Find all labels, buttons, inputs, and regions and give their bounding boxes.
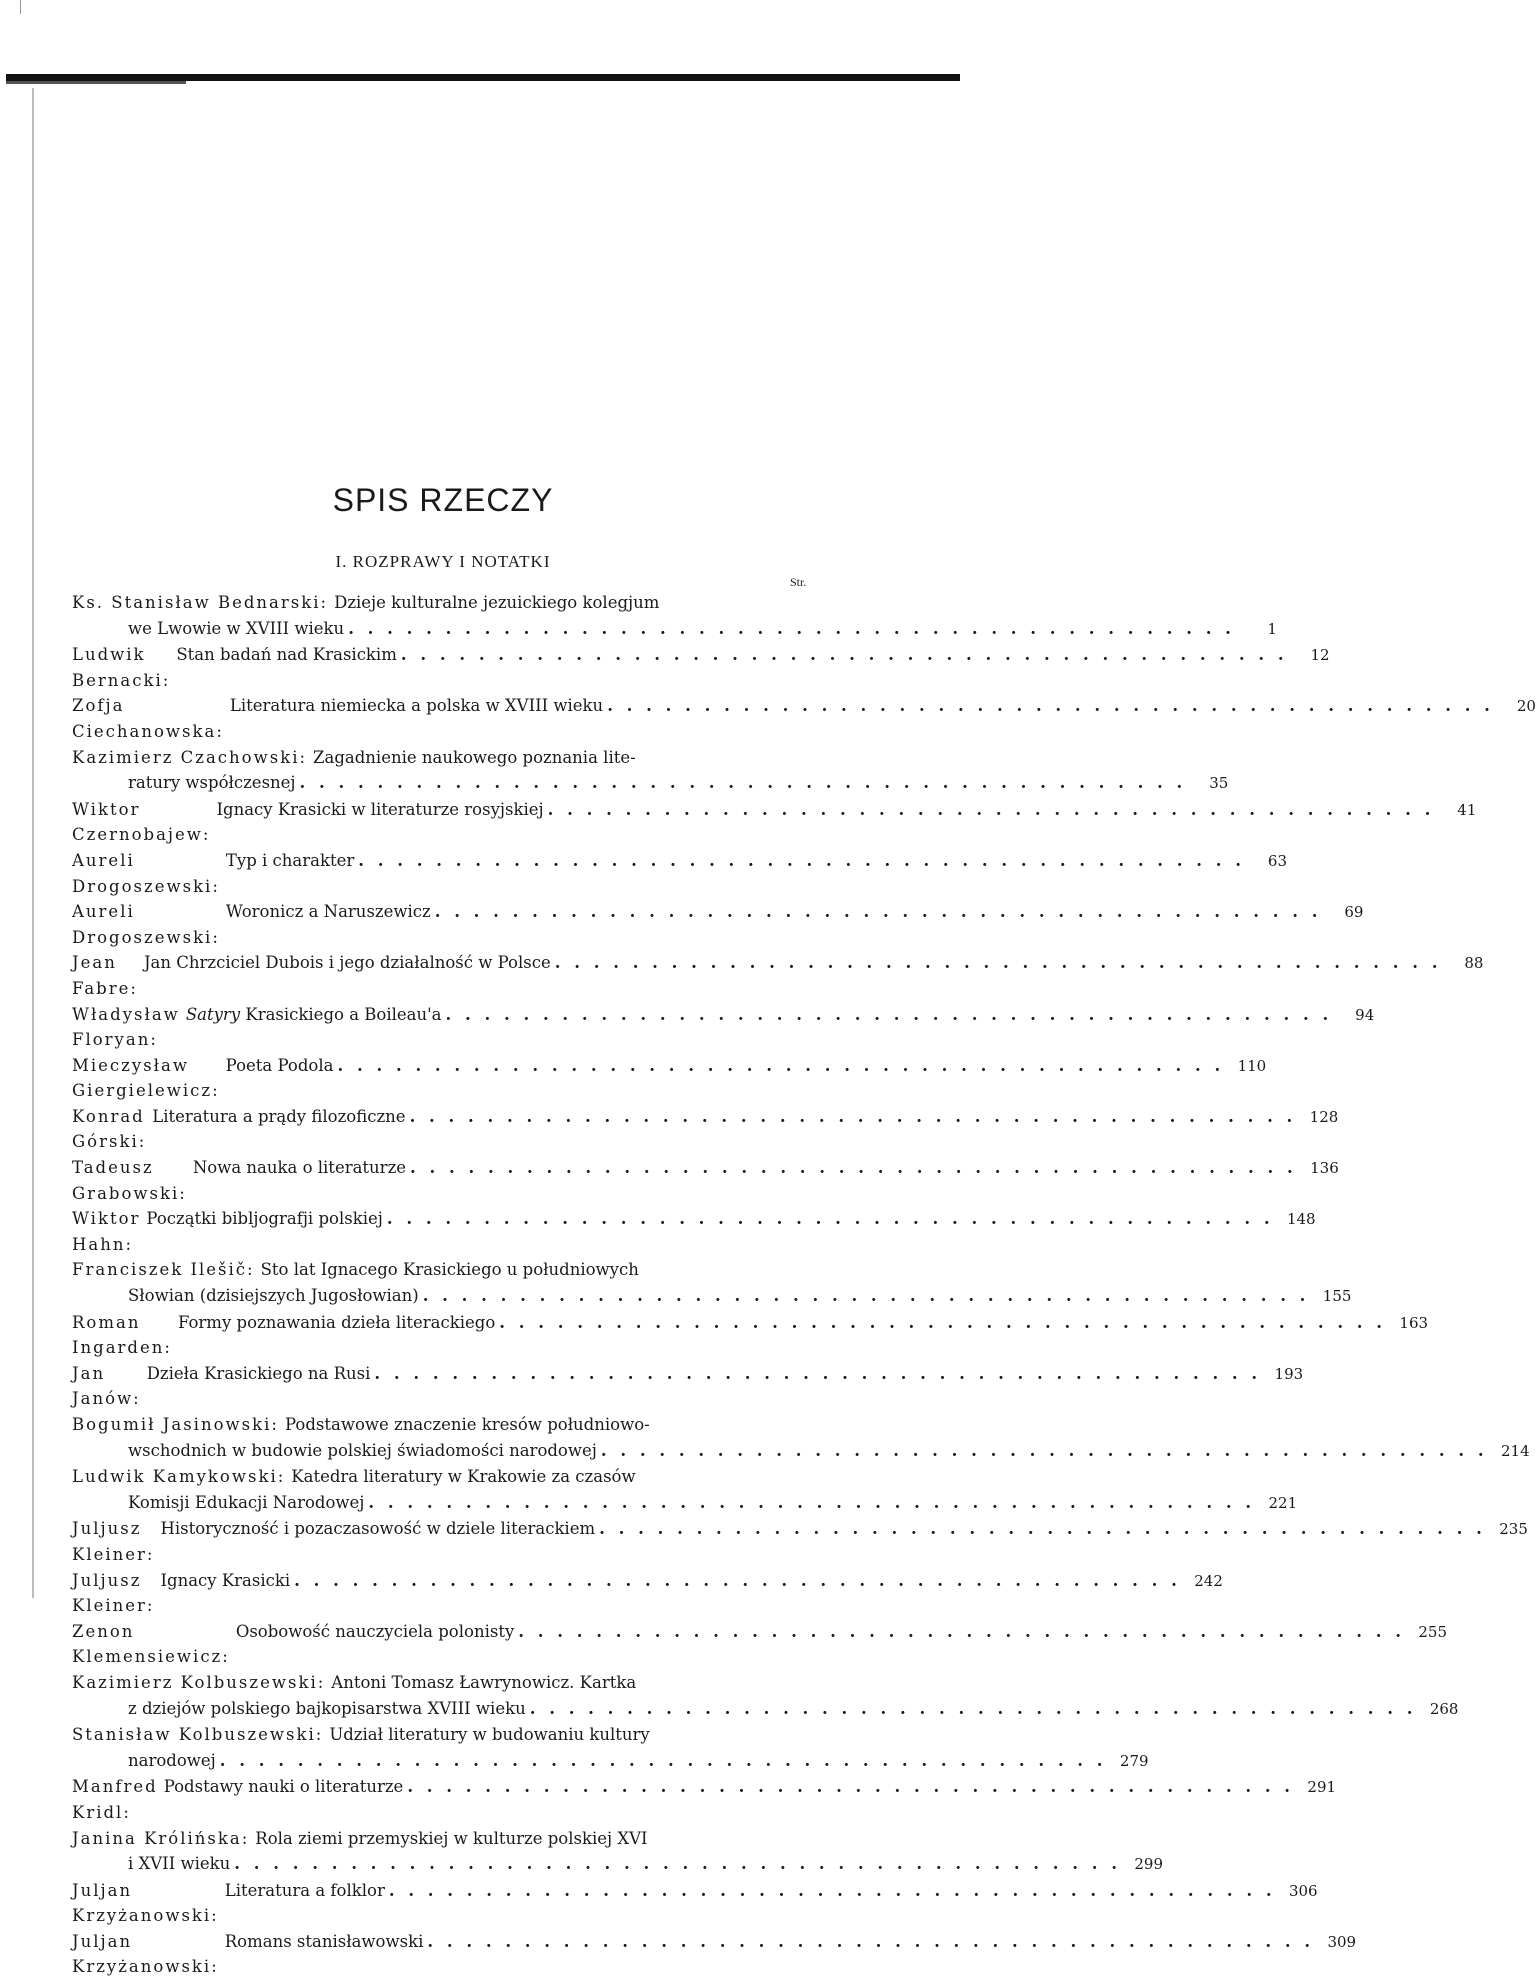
toc-entry <box>72 1568 1223 1619</box>
toc-entry <box>72 1310 1429 1361</box>
toc-entry-title: Katedra literatury w Krakowie za czasów <box>291 1467 636 1487</box>
toc-entry-first-line <box>72 1002 1375 1053</box>
toc-entry-title: Rola ziemi przemyskiej w kulturze polskiej XVI <box>255 1828 648 1848</box>
toc-entry-continuation-line <box>72 616 1277 643</box>
toc-entry-dot-leader: . . . . . . . . . . . . . . . . . . . . . . . . . . . . . . . . . . . . . . . . . . . . . . <box>427 1931 1315 1951</box>
toc-entry-first-line <box>72 1206 1316 1257</box>
toc-entry-first-line <box>72 1722 810 1748</box>
toc-entry-dot-leader: . . . . . . . . . . . . . . . . . . . . . . . . . . . . . . . . . . . . . . . . . . . . . . <box>374 1363 1262 1383</box>
toc-entry <box>72 1670 1459 1722</box>
page-top-rule-shadow <box>6 81 186 84</box>
toc-entry-page-number: 69 <box>1344 903 1364 922</box>
toc-entry-page-number: 163 <box>1399 1313 1429 1332</box>
toc-entry-title: Ignacy Krasicki <box>160 1570 291 1590</box>
toc-entry-author: Ludwik Kamykowski: <box>72 1467 286 1487</box>
toc-entry-dot-leader: . . . . . . . . . . . . . . . . . . . . . . . . . . . . . . . . . . . . . . . . . . . . . . <box>234 1854 1122 1874</box>
toc-entry-first-line <box>72 1464 810 1490</box>
toc-entry <box>72 1257 1352 1309</box>
toc-entry-title: Początki bibljografji polskiej <box>146 1209 383 1229</box>
toc-entry-first-line <box>72 899 1364 950</box>
toc-entry <box>72 899 1364 950</box>
toc-entry-author: Jan Janów: <box>72 1363 141 1409</box>
toc-entry-page-number: 94 <box>1355 1005 1375 1024</box>
toc-entry-page-number: 291 <box>1307 1778 1337 1797</box>
toc-entry <box>72 950 1484 1001</box>
toc-entry-first-line <box>72 1774 1337 1825</box>
toc-entry-page-number: 306 <box>1288 1881 1318 1900</box>
toc-entry-first-line <box>72 1257 810 1283</box>
toc-entry-title: Literatura a folklor <box>224 1880 385 1900</box>
toc-entry-dot-leader: . . . . . . . . . . . . . . . . . . . . . . . . . . . . . . . . . . . . . . . . . . . . . . <box>547 799 1435 819</box>
toc-entry <box>72 745 1229 797</box>
toc-entry-author: Tadeusz Grabowski: <box>72 1158 187 1203</box>
toc-entry-author: Wiktor Czernobajew: <box>72 799 211 845</box>
toc-entry-first-line <box>72 950 1484 1001</box>
toc-entry-continuation-line <box>72 1438 1530 1465</box>
toc-entry-author: Juljan Krzyżanowski: <box>72 1931 219 1977</box>
toc-entry-continuation-line <box>72 1490 1298 1517</box>
toc-entry-title: Dzieła Krasickiego na Rusi <box>146 1363 371 1383</box>
page-title: SPIS RZECZY <box>332 482 554 518</box>
toc-entry-first-line <box>72 1619 1448 1670</box>
toc-entry <box>72 1206 1316 1257</box>
toc-entry-page-number: 35 <box>1209 774 1229 793</box>
toc-entry-page-number: 214 <box>1500 1441 1530 1460</box>
toc-entry <box>72 693 1536 744</box>
toc-entry-dot-leader: . . . . . . . . . . . . . . . . . . . . . . . . . . . . . . . . . . . . . . . . . . . . . . <box>529 1698 1417 1718</box>
toc-entry-dot-leader: . . . . . . . . . . . . . . . . . . . . . . . . . . . . . . . . . . . . . . . . . . . . . . <box>409 1106 1297 1126</box>
toc-entry-first-line <box>72 797 1477 848</box>
toc-entry-dot-leader: . . . . . . . . . . . . . . . . . . . . . . . . . . . . . . . . . . . . . . . . . . . . . . <box>445 1004 1333 1024</box>
toc-entry-first-line <box>72 745 810 771</box>
toc-entry-page-number: 242 <box>1194 1571 1223 1590</box>
toc-entry-page-number: 1 <box>1267 619 1277 638</box>
toc-entry-title: Historyczność i pozaczasowość w dziele literackiem <box>160 1519 596 1539</box>
toc-entry-title: Jan Chrzciciel Dubois i jego działalność w Polsce <box>143 953 551 973</box>
toc-entry-dot-leader: . . . . . . . . . . . . . . . . . . . . . . . . . . . . . . . . . . . . . . . . . . . . . . <box>368 1492 1256 1512</box>
toc-entry-author: Juljusz Kleiner: <box>72 1519 155 1564</box>
toc-entry-first-line <box>72 590 810 616</box>
toc-entry-title-continuation: z dziejów polskiego bajkopisarstwa XVIII wieku <box>128 1698 526 1718</box>
toc-entry-author: Wiktor Hahn: <box>72 1209 141 1254</box>
toc-entry-dot-leader: . . . . . . . . . . . . . . . . . . . . . . . . . . . . . . . . . . . . . . . . . . . . . . <box>434 902 1322 922</box>
toc-entry-title-continuation: we Lwowie w XVIII wieku <box>128 618 345 638</box>
toc-entry-title: Antoni Tomasz Ławrynowicz. Kartka <box>331 1672 637 1692</box>
toc-entry-continuation-line <box>72 1283 1352 1310</box>
toc-entry <box>72 1053 1267 1104</box>
page-left-edge <box>32 88 34 1598</box>
toc-entry-author: Konrad Górski: <box>72 1106 147 1152</box>
toc-entry-first-line <box>72 1516 1528 1567</box>
toc-entry-author: Kazimierz Kolbuszewski: <box>72 1672 326 1692</box>
toc-entry-page-number: 88 <box>1464 954 1484 973</box>
toc-entry-title: Ignacy Krasicki w literaturze rosyjskiej <box>216 799 544 819</box>
toc-entry-author: Aureli Drogoszewski: <box>72 850 220 896</box>
toc-entry-dot-leader: . . . . . . . . . . . . . . . . . . . . . . . . . . . . . . . . . . . . . . . . . . . . . . <box>348 618 1235 638</box>
toc-entry-title: Podstawy nauki o literaturze <box>163 1777 404 1797</box>
toc-entry-title: Dzieje kulturalne jezuickiego kolegjum <box>334 593 660 612</box>
toc-entry-title: Literatura niemiecka a polska w XVIII wieku <box>229 696 604 716</box>
toc-entry-title: Poeta Podola <box>225 1055 334 1075</box>
toc-entry-page-number: 235 <box>1499 1520 1528 1539</box>
toc-entry-dot-leader: . . . . . . . . . . . . . . . . . . . . . . . . . . . . . . . . . . . . . . . . . . . . . . <box>600 1440 1488 1460</box>
toc-entry-page-number: 20 <box>1516 697 1536 716</box>
toc-entry-first-line <box>72 642 1330 693</box>
toc-entry-author: Jean Fabre: <box>72 953 138 998</box>
toc-entry-author: Zenon Klemensiewicz: <box>72 1621 230 1667</box>
toc-entry-page-number: 136 <box>1310 1159 1339 1178</box>
toc-entry-dot-leader: . . . . . . . . . . . . . . . . . . . . . . . . . . . . . . . . . . . . . . . . . . . . . . <box>294 1570 1181 1590</box>
toc-entry-page-number: 255 <box>1418 1622 1448 1641</box>
toc-entry-first-line <box>72 1361 1304 1412</box>
page-top-rule <box>6 74 960 81</box>
toc-entry-first-line <box>72 1826 810 1852</box>
toc-entry <box>72 1361 1304 1412</box>
toc-entry-author: Kazimierz Czachowski: <box>72 747 308 767</box>
toc-entry-title: Typ i charakter <box>225 850 355 870</box>
toc-entry-dot-leader: . . . . . . . . . . . . . . . . . . . . . . . . . . . . . . . . . . . . . . . . . . . . . . <box>518 1621 1406 1641</box>
toc-entry-dot-leader: . . . . . . . . . . . . . . . . . . . . . . . . . . . . . . . . . . . . . . . . . . . . . . <box>299 773 1187 793</box>
toc-entry <box>72 1929 1357 1980</box>
toc-entry-dot-leader: . . . . . . . . . . . . . . . . . . . . . . . . . . . . . . . . . . . . . . . . . . . . . . <box>410 1158 1297 1178</box>
toc-entry-dot-leader: . . . . . . . . . . . . . . . . . . . . . . . . . . . . . . . . . . . . . . . . . . . . . . <box>599 1519 1486 1539</box>
toc-entry-title: Podstawowe znaczenie kresów południowo- <box>284 1415 650 1434</box>
toc-entry <box>72 590 1277 642</box>
toc-entry-page-number: 12 <box>1310 646 1330 665</box>
toc-entry-author: Ludwik Bernacki: <box>72 645 171 690</box>
toc-entry-page-number: 309 <box>1327 1932 1357 1951</box>
toc-entry-dot-leader: . . . . . . . . . . . . . . . . . . . . . . . . . . . . . . . . . . . . . . . . . . . . . . <box>358 850 1246 870</box>
toc-entry-dot-leader: . . . . . . . . . . . . . . . . . . . . . . . . . . . . . . . . . . . . . . . . . . . . . . <box>422 1286 1310 1306</box>
toc-entry-dot-leader: . . . . . . . . . . . . . . . . . . . . . . . . . . . . . . . . . . . . . . . . . . . . . . <box>607 696 1494 716</box>
toc-entry-author: Bogumił Jasinowski: <box>72 1415 279 1434</box>
toc-entry <box>72 642 1330 693</box>
toc-entry-title-continuation: i XVII wieku <box>128 1854 231 1874</box>
toc-entry-title-continuation: narodowej <box>128 1750 216 1770</box>
toc-entry-continuation-line <box>72 1748 1149 1775</box>
toc-entry <box>72 1464 1298 1516</box>
toc-entry <box>72 1774 1337 1825</box>
toc-entry-author: Mieczysław Giergielewicz: <box>72 1055 220 1101</box>
toc-entry-author: Juljan Krzyżanowski: <box>72 1880 219 1926</box>
toc-entry <box>72 1155 1339 1206</box>
toc-entry-author: Stanisław Kolbuszewski: <box>72 1725 324 1745</box>
toc-entry-title: Woronicz a Naruszewicz <box>225 902 431 922</box>
toc-entry-title: Udział literatury w budowaniu kultury <box>329 1725 650 1745</box>
toc-entry-page-number: 299 <box>1134 1855 1164 1874</box>
toc-entry-title-continuation: wschodnich w budowie polskiej świadomości narodowej <box>128 1440 597 1460</box>
table-of-contents <box>72 590 1536 1980</box>
toc-entry-page-number: 63 <box>1267 851 1288 870</box>
toc-entry-author: Janina Królińska: <box>72 1828 250 1848</box>
toc-entry-title: Romans stanisławowski <box>224 1931 424 1951</box>
toc-entry-continuation-line <box>72 770 1229 797</box>
toc-entry <box>72 1104 1339 1155</box>
toc-entry-continuation-line <box>72 1851 1164 1878</box>
page-corner-tick <box>20 0 21 14</box>
toc-entry-page-number: 41 <box>1457 800 1477 819</box>
toc-entry-author: Roman Ingarden: <box>72 1312 172 1358</box>
toc-entry-first-line <box>72 1929 1357 1980</box>
toc-entry-dot-leader: . . . . . . . . . . . . . . . . . . . . . . . . . . . . . . . . . . . . . . . . . . . . . . <box>386 1209 1274 1229</box>
toc-entry-title: Zagadnienie naukowego poznania lite- <box>313 747 636 767</box>
toc-entry-page-number: 110 <box>1237 1056 1267 1075</box>
toc-entry <box>72 797 1477 848</box>
toc-entry <box>72 1826 1164 1878</box>
toc-entry-first-line <box>72 693 1536 744</box>
toc-entry <box>72 1516 1528 1567</box>
toc-entry-page-number: 155 <box>1322 1287 1352 1306</box>
toc-entry-dot-leader: . . . . . . . . . . . . . . . . . . . . . . . . . . . . . . . . . . . . . . . . . . . . . . <box>400 645 1288 665</box>
toc-entry-page-number: 268 <box>1429 1699 1459 1718</box>
toc-entry <box>72 1619 1448 1670</box>
toc-entry-page-number: 128 <box>1309 1107 1339 1126</box>
toc-entry-first-line <box>72 1310 1429 1361</box>
toc-entry-title: Nowa nauka o literaturze <box>192 1158 407 1178</box>
toc-entry-page-number: 148 <box>1286 1210 1316 1229</box>
toc-entry-title: Formy poznawania dzieła literackiego <box>177 1312 496 1332</box>
toc-entry-title: Stan badań nad Krasickim <box>176 645 397 665</box>
toc-entry <box>72 1878 1318 1929</box>
toc-entry-title: Osobowość nauczyciela polonisty <box>235 1621 515 1641</box>
toc-entry-title-continuation: Słowian (dzisiejszych Jugosłowian) <box>128 1286 419 1306</box>
toc-entry <box>72 1722 1149 1774</box>
toc-entry-title: Literatura a prądy filozoficzne <box>152 1106 406 1126</box>
toc-entry-dot-leader: . . . . . . . . . . . . . . . . . . . . . . . . . . . . . . . . . . . . . . . . . . . . . . <box>554 953 1442 973</box>
toc-entry <box>72 1412 1530 1464</box>
toc-entry-author: Władysław Floryan: <box>72 1004 180 1050</box>
toc-entry-page-number: 279 <box>1119 1751 1149 1770</box>
toc-entry-author: Juljusz Kleiner: <box>72 1570 155 1616</box>
toc-entry-dot-leader: . . . . . . . . . . . . . . . . . . . . . . . . . . . . . . . . . . . . . . . . . . . . . . <box>337 1055 1225 1075</box>
toc-entry-title: Satyry Krasickiego a Boileau'a <box>185 1004 442 1024</box>
toc-entry-dot-leader: . . . . . . . . . . . . . . . . . . . . . . . . . . . . . . . . . . . . . . . . . . . . . . <box>219 1750 1107 1770</box>
toc-entry-title: Sto lat Ignacego Krasickiego u południowych <box>260 1260 639 1280</box>
toc-entry-author: Manfred Kridl: <box>72 1777 158 1822</box>
toc-entry-dot-leader: . . . . . . . . . . . . . . . . . . . . . . . . . . . . . . . . . . . . . . . . . . . . . . <box>388 1880 1276 1900</box>
section-heading: I. ROZPRAWY I NOTATKI <box>335 552 551 571</box>
toc-entry-author: Franciszek Ilešič: <box>72 1260 255 1280</box>
toc-entry-first-line <box>72 1670 810 1696</box>
toc-entry <box>72 1002 1375 1053</box>
toc-entry-author: Zofja Ciechanowska: <box>72 696 224 741</box>
toc-entry-first-line <box>72 848 1288 899</box>
toc-entry-first-line <box>72 1155 1339 1206</box>
page-column-label: Str. <box>790 575 807 589</box>
toc-entry-title-continuation: ratury współczesnej <box>128 773 296 793</box>
toc-entry-first-line <box>72 1104 1339 1155</box>
toc-entry-dot-leader: . . . . . . . . . . . . . . . . . . . . . . . . . . . . . . . . . . . . . . . . . . . . . . <box>499 1312 1387 1332</box>
toc-entry-first-line <box>72 1053 1267 1104</box>
toc-entry-dot-leader: . . . . . . . . . . . . . . . . . . . . . . . . . . . . . . . . . . . . . . . . . . . . . . <box>407 1777 1295 1797</box>
toc-entry-first-line <box>72 1568 1223 1619</box>
toc-entry-first-line <box>72 1412 810 1438</box>
toc-entry-author: Aureli Drogoszewski: <box>72 902 220 947</box>
toc-entry-continuation-line <box>72 1696 1459 1723</box>
toc-entry-title-continuation: Komisji Edukacji Narodowej <box>128 1492 365 1512</box>
toc-entry-first-line <box>72 1878 1318 1929</box>
toc-entry-page-number: 193 <box>1274 1364 1304 1383</box>
toc-entry-author: Ks. Stanisław Bednarski: <box>72 593 329 612</box>
toc-entry-page-number: 221 <box>1268 1493 1298 1512</box>
toc-entry <box>72 848 1288 899</box>
